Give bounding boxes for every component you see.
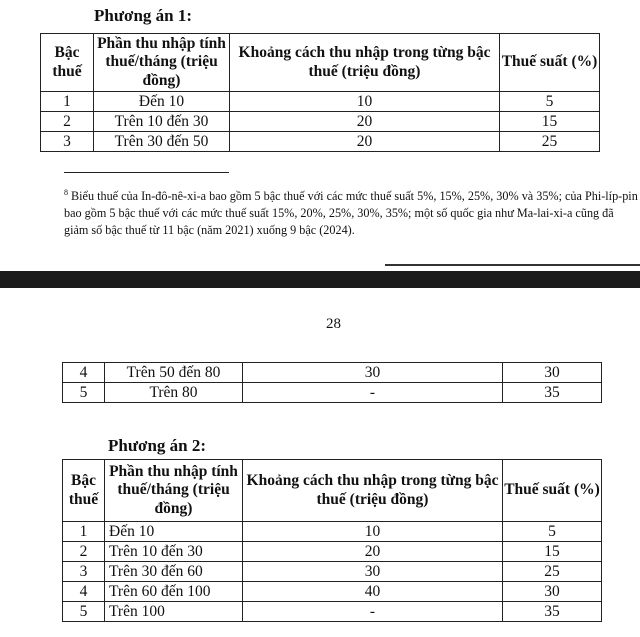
table-row <box>63 582 602 602</box>
cell: 5 <box>63 602 105 622</box>
cell: - <box>243 602 503 622</box>
footnote-text: Biểu thuế của In-đô-nê-xi-a bao gồm 5 bậc thuế với các mức thuế suất 5%, 15%, 25%, 30% và 35%; của Phi-líp-pin bao gồm 5 bậc thuế với các mức thuế suất 15%, 20%, 25%, 30%, 35%; một số quốc gia như Ma-lai-xi-a cũng đã giảm số bậc thuế từ 11 bậc (năm 2021) xuống 9 bậc (2024). <box>64 189 638 238</box>
cell: 3 <box>41 132 94 152</box>
header-khoang-cach: Khoảng cách thu nhập trong từng bậc thuế (triệu đồng) <box>243 460 503 522</box>
table-row <box>63 542 602 562</box>
table-row <box>63 562 602 582</box>
cell: 1 <box>41 92 94 112</box>
plan1-table <box>40 33 600 152</box>
header-khoang-cach: Khoảng cách thu nhập trong từng bậc thuế (triệu đồng) <box>230 34 500 92</box>
header-phan-thu-nhap: Phần thu nhập tính thuế/tháng (triệu đồng) <box>94 34 230 92</box>
table-row <box>63 602 602 622</box>
table-row <box>63 363 602 383</box>
cell: 30 <box>243 363 503 383</box>
cell: 25 <box>503 562 602 582</box>
cell: 30 <box>503 582 602 602</box>
cell: 25 <box>500 132 600 152</box>
cell: Trên 30 đến 50 <box>94 132 230 152</box>
table-row <box>41 112 600 132</box>
cell: Trên 30 đến 60 <box>105 562 243 582</box>
cell: 4 <box>63 363 105 383</box>
table-row <box>41 92 600 112</box>
plan1-table-continued <box>62 362 602 403</box>
cell: 2 <box>63 542 105 562</box>
cell: Trên 10 đến 30 <box>105 542 243 562</box>
cell: Đến 10 <box>94 92 230 112</box>
plan2-title: Phương án 2: <box>108 436 207 455</box>
footnote <box>64 184 639 239</box>
cell: Trên 80 <box>105 383 243 403</box>
table-row <box>41 132 600 152</box>
footnote-separator <box>64 172 229 173</box>
plan1-header-row <box>41 34 600 92</box>
footnote-marker: 8 <box>64 188 68 197</box>
plan2-table <box>62 459 602 622</box>
cell: 5 <box>500 92 600 112</box>
header-thue-suat: Thuế suất (%) <box>500 34 600 92</box>
header-bac-thue: Bậc thuế <box>41 34 94 92</box>
cell: Trên 50 đến 80 <box>105 363 243 383</box>
page-edge-line <box>385 264 640 266</box>
cell: Trên 60 đến 100 <box>105 582 243 602</box>
cell: 5 <box>503 522 602 542</box>
cell: 2 <box>41 112 94 132</box>
page-number: 28 <box>326 316 341 332</box>
cell: 20 <box>230 112 500 132</box>
cell: 20 <box>243 542 503 562</box>
plan1-title: Phương án 1: <box>94 6 193 25</box>
cell: 10 <box>230 92 500 112</box>
header-thue-suat: Thuế suất (%) <box>503 460 602 522</box>
cell: 10 <box>243 522 503 542</box>
plan2-header-row <box>63 460 602 522</box>
cell: 35 <box>503 602 602 622</box>
cell: 20 <box>230 132 500 152</box>
cell: - <box>243 383 503 403</box>
cell: 15 <box>503 542 602 562</box>
cell: 4 <box>63 582 105 602</box>
cell: 1 <box>63 522 105 542</box>
cell: 5 <box>63 383 105 403</box>
cell: 35 <box>503 383 602 403</box>
table-row <box>63 383 602 403</box>
cell: Trên 10 đến 30 <box>94 112 230 132</box>
cell: 3 <box>63 562 105 582</box>
table-row <box>63 522 602 542</box>
header-phan-thu-nhap: Phần thu nhập tính thuế/tháng (triệu đồng) <box>105 460 243 522</box>
cell: 40 <box>243 582 503 602</box>
cell: 15 <box>500 112 600 132</box>
page-break-band <box>0 271 640 288</box>
cell: 30 <box>503 363 602 383</box>
cell: 30 <box>243 562 503 582</box>
cell: Đến 10 <box>105 522 243 542</box>
header-bac-thue: Bậc thuế <box>63 460 105 522</box>
cell: Trên 100 <box>105 602 243 622</box>
